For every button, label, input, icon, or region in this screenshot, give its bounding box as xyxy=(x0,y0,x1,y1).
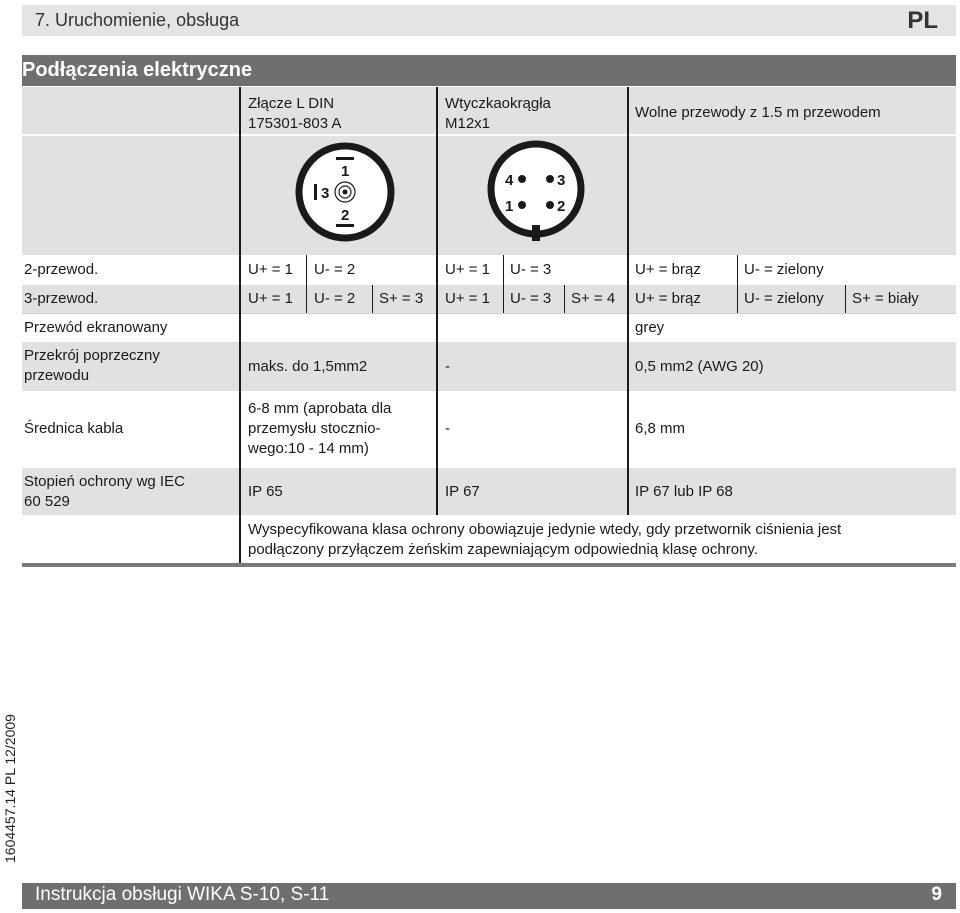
cell: U+ = 1 xyxy=(445,261,491,278)
column-divider xyxy=(564,285,565,313)
m12-pin-4: 4 xyxy=(505,172,514,189)
cell: U- = 3 xyxy=(510,290,552,307)
cell: IP 67 xyxy=(445,483,480,500)
row-label-three-wire: 3-przewod. xyxy=(24,290,99,307)
column-divider xyxy=(737,255,738,313)
cell: U+ = brąz xyxy=(635,261,701,278)
m12-header-line2: M12x1 xyxy=(445,115,491,132)
din-pin-3: 3 xyxy=(321,185,330,202)
document-code: 1604457.14 PL 12/2009 xyxy=(2,714,18,863)
page-header xyxy=(22,5,956,36)
row-label-two-wire: 2-przewod. xyxy=(24,261,99,278)
m12-pin-3: 3 xyxy=(557,172,566,189)
m12-pin-1: 1 xyxy=(505,198,514,215)
row-label-ip xyxy=(24,472,185,512)
column-divider xyxy=(627,87,629,515)
cell: U- = 2 xyxy=(314,290,356,307)
m12-header-line1: Wtyczkaokrągła xyxy=(445,95,551,112)
cell: S+ = 3 xyxy=(379,290,424,307)
cell: - xyxy=(445,420,450,437)
cell: U- = zielony xyxy=(744,290,824,307)
label-line: Przekrój poprzeczny xyxy=(24,347,160,364)
cell: U+ = 1 xyxy=(445,290,491,307)
note-line: podłączony przyłączem żeńskim zapewniającym odpowiednią klasę ochrony. xyxy=(248,541,758,558)
free-wires-header: Wolne przewody z 1.5 m przewodem xyxy=(635,104,881,121)
cell: IP 65 xyxy=(248,483,283,500)
column-divider xyxy=(436,87,438,515)
cell-line: 6-8 mm (aprobata dla xyxy=(248,400,392,417)
cell: U+ = 1 xyxy=(248,290,294,307)
column-divider xyxy=(239,87,241,564)
page-number: 9 xyxy=(931,884,942,905)
footer-title: Instrukcja obsługi WIKA S-10, S-11 xyxy=(35,884,330,905)
din-connector-icon xyxy=(290,140,400,245)
band-cross-section xyxy=(22,342,956,391)
cell: U- = 3 xyxy=(510,261,552,278)
din-pin-1: 1 xyxy=(341,163,350,180)
note-line: Wyspecyfikowana klasa ochrony obowiązuje jedynie wtedy, gdy przetwornik ciśnienia jest xyxy=(248,521,842,538)
m12-pin-2: 2 xyxy=(557,198,566,215)
label-line: przewodu xyxy=(24,367,90,384)
cell: U- = zielony xyxy=(744,261,824,278)
diameter-din-cell xyxy=(248,399,391,459)
din-header-line1: Złącze L DIN xyxy=(248,95,335,112)
din-header xyxy=(248,94,341,134)
cell: S+ = 4 xyxy=(571,290,616,307)
cell: S+ = biały xyxy=(852,290,919,307)
row-label-diameter: Średnica kabla xyxy=(24,420,124,437)
protection-note xyxy=(248,520,841,560)
page-footer xyxy=(22,883,956,909)
cell: 6,8 mm xyxy=(635,420,686,437)
cell-line: wego:10 - 14 mm) xyxy=(248,440,369,457)
section-title: 7. Uruchomienie, obsługa xyxy=(35,10,240,30)
row-label-cross-section xyxy=(24,346,160,386)
m12-connector-icon xyxy=(483,135,589,247)
separator xyxy=(22,313,956,314)
column-divider xyxy=(503,255,504,313)
cell: 0,5 mm2 (AWG 20) xyxy=(635,358,764,375)
column-divider xyxy=(306,255,307,313)
cell: maks. do 1,5mm2 xyxy=(248,358,368,375)
cell: U+ = brąz xyxy=(635,290,701,307)
row-label-shield: Przewód ekranowany xyxy=(24,319,168,336)
cell: grey xyxy=(635,319,665,336)
column-divider xyxy=(845,285,846,313)
language-badge: PL xyxy=(907,7,938,34)
cell: U- = 2 xyxy=(314,261,356,278)
cell: IP 67 lub IP 68 xyxy=(635,483,733,500)
label-line: 60 529 xyxy=(24,493,70,510)
section-heading xyxy=(22,55,956,86)
table-title: Podłączenia elektryczne xyxy=(22,59,253,81)
cell-line: przemysłu stocznio- xyxy=(248,420,381,437)
label-line: Stopień ochrony wg IEC xyxy=(24,473,185,490)
column-divider xyxy=(372,285,373,313)
table-bottom-rule xyxy=(22,563,956,567)
cell: U+ = 1 xyxy=(248,261,294,278)
din-pin-2: 2 xyxy=(341,207,350,224)
cell: - xyxy=(445,358,450,375)
m12-header xyxy=(445,94,551,134)
din-header-line2: 175301-803 A xyxy=(248,115,342,132)
